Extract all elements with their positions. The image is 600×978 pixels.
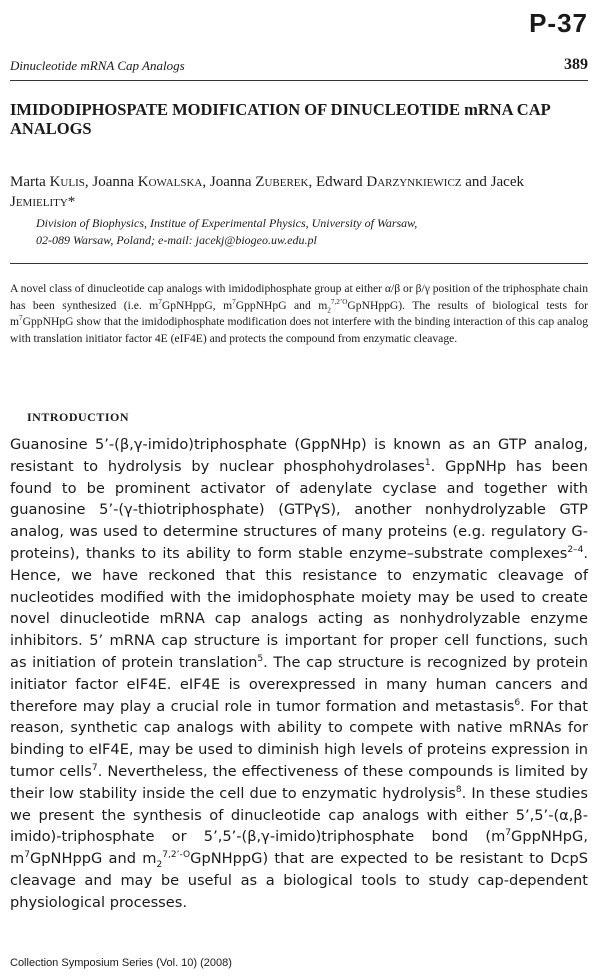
author-first: Joanna xyxy=(209,174,252,190)
page-number: 389 xyxy=(564,56,588,73)
author-last: Darzynkiewicz xyxy=(366,174,462,190)
affiliation-line: Division of Biophysics, Institue of Experimental Physics, University of Warsaw, xyxy=(36,216,418,230)
author-list: Marta Kulis, Joanna Kowalska, Joanna Zuberek, Edward Darzynkiewicz and Jacek Jemielity* xyxy=(10,174,524,210)
header-rule xyxy=(10,80,588,81)
abstract: A novel class of dinucleotide cap analogs with imidodiphosphate group at either α/β or β/γ position of the triphosphate chain has been synthesized (i.e. $m^7GpNHppG$, $m^7GppNHpG$ and $m_2^{7,2’O}GpNHppG$). The results of biological tests for $m^7GppNHpG$ show that the imidodiphosphate modification does not interfere with the binding interaction of this cap analog with translation initiator factor 4E (eIF4E) and protects the compound from enzymatic cleavage. xyxy=(10,282,588,345)
paper-title: IMIDODIPHOSPATE MODIFICATION OF DINUCLEOTIDE mRNA CAP ANALOGS xyxy=(10,100,550,138)
author-last: Jemielity xyxy=(10,194,68,210)
affiliation-line: 02-089 Warsaw, Poland; e-mail: jacekj@biogeo.uw.edu.pl xyxy=(36,233,317,247)
author-first: Jacek xyxy=(490,174,524,190)
author-last: Kowalska xyxy=(137,174,203,190)
author-first: Joanna xyxy=(92,174,135,190)
affiliation xyxy=(36,215,417,249)
corresponding-mark: * xyxy=(67,194,76,210)
author-last: Kulis xyxy=(49,174,85,190)
section-heading: INTRODUCTION xyxy=(27,410,130,424)
footer-series: Collection Symposium Series (Vol. 10) (2008) xyxy=(10,957,232,969)
author-last: Zuberek xyxy=(255,174,309,190)
author-first: Edward xyxy=(315,174,363,190)
introduction-body: Guanosine 5’-(β,γ-imido)triphosphate (GppNHp) is known as an GTP analog, resistant to hydrolysis by nuclear phosphohydrolases$^1$. GppNHp has been found to be prominent activator of adenylate cyclase and together with guanosine 5’-(γ-thiotriphosphate) (GTPγS), another nonhydrolyzable GTP analog, was used to determine structures of many proteins (e.g. regulatory G-proteins), thanks to its ability to form stable enzyme–substrate complexes$^{2-4}$. Hence, we have reckoned that this resistance to enzymatic cleavage of nucleotides modified with the imidophosphate moiety may be used to create novel dinucleotide mRNA cap analogs acting as nonhydrolyzable enzyme inhibitors. 5’ mRNA cap structure is important for proper cell functions, such as initiation of protein translation$^5$. The cap structure is recognized by protein initiator factor eIF4E. eIF4E is overexpressed in many human cancers and therefore may play a crucial role in tumor formation and metastasis$^6$. For that reason, synthetic cap analogs with ability to compete with native mRNAs for binding to eIF4E, may be used to diminish high levels of proteins expression in tumor cells$^7$. Nevertheless, the effectiveness of these compounds is limited by their low stability inside the cell due to enzymatic hydrolysis$^8$. In these studies we present the synthesis of dinucleotide cap analogs with either 5’,5’-(α,β-imido)-triphosphate or 5’,5’-(β,γ-imido)triphosphate bond ($m^7GppNHpG$, $m^7GpNHppG$ and $m_2^{7,2’-O}GpNHppG$) that are expected to be resistant to DcpS cleavage and may be useful as a biological tools to study cap-dependent physiological processes. xyxy=(10,436,589,911)
paper-code: P-37 xyxy=(529,8,588,38)
abstract-rule xyxy=(10,263,588,264)
author-first: Marta xyxy=(10,174,46,190)
running-title: Dinucleotide mRNA Cap Analogs xyxy=(10,58,185,73)
